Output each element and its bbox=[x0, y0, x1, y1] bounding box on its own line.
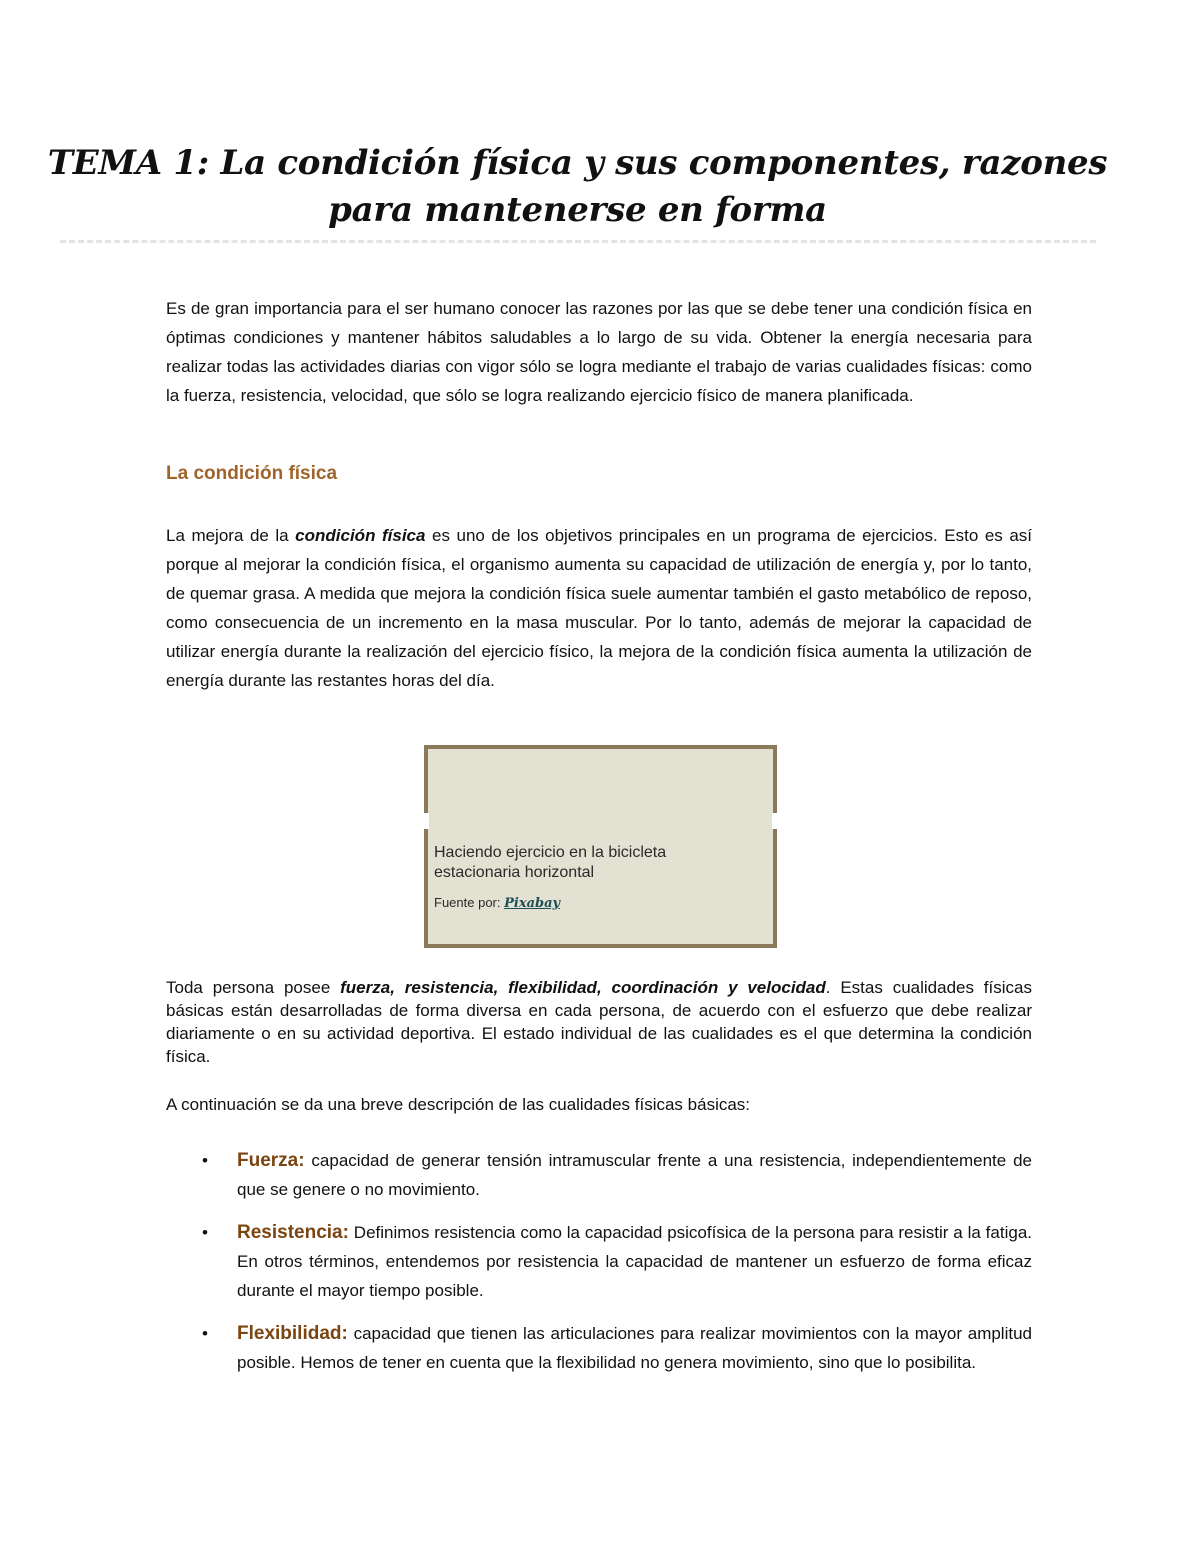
condition-paragraph-rest: es uno de los objetivos principales en un programa de ejercicios. Esto es así porque al mejorar la condición física, el organismo aumenta su capacidad de utilización de energía y, por lo tanto, de quemar grasa. A medida que mejora la condición física suele aumentar también el gasto metabólico de reposo, como consecuencia de un incremento en la masa muscular. Por lo tanto, además de mejorar la capacidad de utilizar energía durante la realización del ejercicio físico, la mejora de la condición física aumenta la utilización de energía durante las restantes horas del día. bbox=[166, 526, 1033, 690]
condition-paragraph bbox=[166, 521, 1032, 695]
figure-notch-right bbox=[772, 813, 777, 829]
image-figure bbox=[424, 745, 777, 948]
page-title-line-1: TEMA 1: La condición física y sus componentes, razones bbox=[47, 143, 1108, 183]
quality-description: capacidad de generar tensión intramuscular frente a una resistencia, independientemente de que se genere o no movimiento. bbox=[237, 1151, 1032, 1199]
condition-emphasis: condición física bbox=[295, 526, 426, 545]
quality-name: Fuerza: bbox=[237, 1150, 305, 1171]
qualities-lead-in: A continuación se da una breve descripción de las cualidades físicas básicas: bbox=[166, 1095, 751, 1114]
qualities-intro-paragraph bbox=[166, 976, 1032, 1068]
list-item-flexibilidad bbox=[166, 1319, 1032, 1377]
bullet-icon: • bbox=[202, 1223, 208, 1242]
qualities-emphasis: fuerza, resistencia, flexibilidad, coordinación y velocidad bbox=[340, 978, 826, 997]
quality-name: Resistencia: bbox=[237, 1222, 349, 1243]
figure-source bbox=[434, 895, 560, 911]
quality-description: Definimos resistencia como la capacidad psicofísica de la persona para resistir a la fatiga. En otros términos, entendemos por resistencia la capacidad de mantener un esfuerzo de forma eficaz durante el mayor tiempo posible. bbox=[237, 1223, 1032, 1300]
title-divider bbox=[60, 240, 1096, 243]
list-item-resistencia bbox=[166, 1218, 1032, 1305]
page-title bbox=[40, 140, 1115, 234]
page-title-line-2: para mantenerse en forma bbox=[328, 190, 827, 230]
section-heading: La condición física bbox=[166, 463, 338, 484]
figure-notch-left bbox=[424, 813, 429, 829]
figure-source-label: Fuente por: bbox=[434, 895, 501, 910]
bullet-icon: • bbox=[202, 1151, 208, 1170]
qualities-intro-start: Toda persona posee bbox=[166, 978, 341, 997]
condition-paragraph-start: La mejora de la bbox=[166, 526, 296, 545]
intro-paragraph: Es de gran importancia para el ser humano conocer las razones por las que se debe tener una condición física en óptimas condiciones y mantener hábitos saludables a lo largo de su vida. Obtener la energía necesaria para realizar todas las actividades diarias con vigor sólo se logra mediante el trabajo de varias cualidades físicas: como la fuerza, resistencia, velocidad, que sólo se logra realizando ejercicio físico de manera planificada. bbox=[166, 299, 1032, 405]
qualities-intro-rest: . Estas cualidades físicas básicas están desarrolladas de forma diversa en cada persona, de acuerdo con el esfuerzo que debe realizar diariamente o en su actividad deportiva. El estado individual de las cualidades es el que determina la condición física. bbox=[166, 978, 1032, 1066]
quality-name: Flexibilidad: bbox=[237, 1323, 348, 1344]
qualities-list bbox=[166, 1146, 1032, 1391]
list-item-fuerza bbox=[166, 1146, 1032, 1204]
bullet-icon: • bbox=[202, 1324, 208, 1343]
quality-description: capacidad que tienen las articulaciones para realizar movimientos con la mayor amplitud posible. Hemos de tener en cuenta que la flexibilidad no genera movimiento, sino que lo posibilita. bbox=[237, 1324, 1032, 1372]
pixabay-link[interactable]: Pixabay bbox=[504, 896, 561, 911]
figure-caption: Haciendo ejercicio en la bicicleta estacionaria horizontal bbox=[434, 844, 667, 881]
